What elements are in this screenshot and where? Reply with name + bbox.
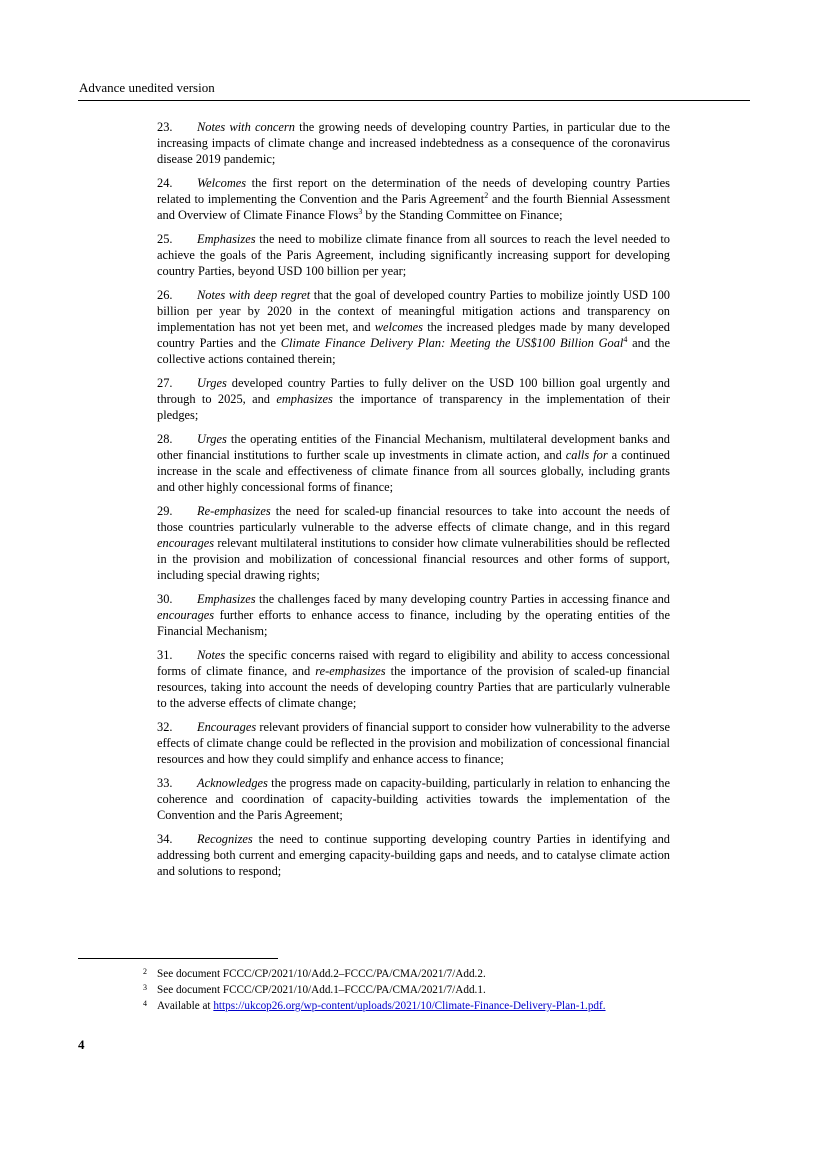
emphasized-text: Welcomes [197,176,247,190]
emphasized-text: Re-emphasizes [197,504,271,518]
footnote-4 [143,998,703,1014]
paragraph-28 [157,431,670,495]
footnote-mark: 2 [143,967,147,976]
paragraph-number: 23. [157,120,173,134]
footnote-reference: 3 [358,206,363,216]
paragraph-number: 33. [157,776,173,790]
paragraph-text: the need to continue supporting developing country Parties in identifying and addressing both current and emerging capacity-building gaps and needs, and to catalyse climate action and solutions to respond; [157,832,670,878]
paragraph-text: by the Standing Committee on Finance; [362,208,563,222]
paragraph-text: the importance of the provision of scaled-up financial resources, taking into account the needs of developing country Parties that are particularly vulnerable to the adverse effects of climate change; [157,664,670,710]
paragraph-number: 34. [157,832,173,846]
paragraph-number: 29. [157,504,173,518]
paragraph-34 [157,831,670,879]
paragraph-text: the progress made on capacity-building, particularly in relation to enhancing the coherence and coordination of capacity-building activities towards the implementation of the Convention and the Paris Agreement; [157,776,670,822]
emphasized-text: Notes [197,648,226,662]
paragraph-23 [157,119,670,167]
footnote-mark: 4 [143,999,147,1008]
emphasized-text: Urges [197,376,227,390]
footnote-link[interactable]: https://ukcop26.org/wp-content/uploads/2021/10/Climate-Finance-Delivery-Plan-1.pdf. [213,1000,606,1012]
paragraph-number: 28. [157,432,173,446]
emphasized-text: Emphasizes [197,232,256,246]
paragraph-text: the need for scaled-up financial resources to take into account the needs of those countries particularly vulnerable to the adverse effects of climate change, and in this regard [157,504,670,534]
running-header: Advance unedited version [79,80,215,95]
paragraph-number: 31. [157,648,173,662]
paragraph-text: the challenges faced by many developing country Parties in accessing finance and [255,592,670,606]
emphasized-text: Urges [197,432,227,446]
paragraph-text: the operating entities of the Financial Mechanism, multilateral development banks and other financial institutions to further scale up investments in climate action, and [157,432,670,462]
emphasized-text: encourages [157,536,215,550]
emphasized-text: encourages [157,608,215,622]
paragraph-number: 26. [157,288,173,302]
header-rule [78,100,750,101]
footnote-text: Available at [157,1000,214,1012]
emphasized-text: Encourages [197,720,257,734]
paragraph-30 [157,591,670,639]
emphasized-text: Climate Finance Delivery Plan: Meeting the US$100 Billion Goal [280,336,624,350]
paragraph-text: relevant providers of financial support to consider how vulnerability to the adverse effects of climate change could be reflected in the provision and mobilization of concessional financial resources and how they could simplify and enhance access to finance; [157,720,670,766]
paragraph-text: the need to mobilize climate finance from all sources to reach the level needed to achieve the goals of the Paris Agreement, including significantly increasing support for developing country Parties, beyond USD 100 billion per year; [157,232,670,278]
footnote-rule [78,958,278,959]
footnote-3 [143,982,703,998]
footnote-2 [143,966,703,982]
footnote-mark: 3 [143,983,147,992]
paragraph-number: 32. [157,720,173,734]
emphasized-text: welcomes [374,320,423,334]
paragraph-text: that the goal of developed country Parties to mobilize jointly USD 100 billion per year by 2020 in the context of meaningful mitigation actions and transparency on implementation has not yet been met, and [157,288,670,334]
page-number: 4 [78,1037,85,1052]
paragraph-number: 27. [157,376,173,390]
paragraph-text: the importance of transparency in the implementation of their pledges; [157,392,670,422]
emphasized-text: Notes with deep regret [197,288,311,302]
paragraph-24 [157,175,670,223]
paragraph-26 [157,287,670,367]
emphasized-text: Notes with concern [197,120,295,134]
paragraph-29 [157,503,670,583]
footnote-text: See document FCCC/CP/2021/10/Add.1–FCCC/PA/CMA/2021/7/Add.1. [157,984,486,996]
paragraph-32 [157,719,670,767]
paragraph-text: the specific concerns raised with regard to eligibility and ability to access concessional forms of climate finance, and [157,648,670,678]
paragraph-text: and the fourth Biennial Assessment and Overview of Climate Finance Flows [157,192,671,222]
paragraph-text: developed country Parties to fully deliver on the USD 100 billion goal urgently and through to 2025, and [157,376,670,406]
paragraph-text: a continued increase in the scale and effectiveness of climate finance from all sources globally, including grants and other highly concessional forms of finance; [157,448,670,494]
paragraph-text: the increased pledges made by many developed country Parties and the [157,320,670,350]
paragraph-text: relevant multilateral institutions to consider how climate vulnerabilities should be reflected in the provision and mobilization of concessional financial resources and other forms of support, including special drawing rights; [157,536,670,582]
emphasized-text: emphasizes [276,392,333,406]
paragraph-number: 24. [157,176,173,190]
paragraph-31 [157,647,670,711]
footnote-text: See document FCCC/CP/2021/10/Add.2–FCCC/PA/CMA/2021/7/Add.2. [157,968,486,980]
paragraph-text: the first report on the determination of the needs of developing country Parties related to implementing the Convention and the Paris Agreement [157,176,670,206]
paragraph-number: 30. [157,592,173,606]
emphasized-text: calls for [565,448,608,462]
paragraph-text: and the collective actions contained therein; [157,336,670,366]
footnote-reference: 2 [484,190,489,200]
emphasized-text: re-emphasizes [315,664,386,678]
emphasized-text: Emphasizes [197,592,256,606]
footnotes [143,966,703,1014]
paragraph-text: further efforts to enhance access to finance, including by the operating entities of the Financial Mechanism; [157,608,670,638]
paragraph-27 [157,375,670,423]
emphasized-text: Acknowledges [197,776,268,790]
paragraph-text: the growing needs of developing country Parties, in particular due to the increasing impacts of climate change and increased indebtedness as a consequence of the coronavirus disease 2019 pandemic; [157,120,671,166]
paragraph-25 [157,231,670,279]
emphasized-text: Recognizes [197,832,253,846]
footnote-reference: 4 [623,334,628,344]
document-body [157,119,670,887]
paragraph-33 [157,775,670,823]
paragraph-number: 25. [157,232,173,246]
